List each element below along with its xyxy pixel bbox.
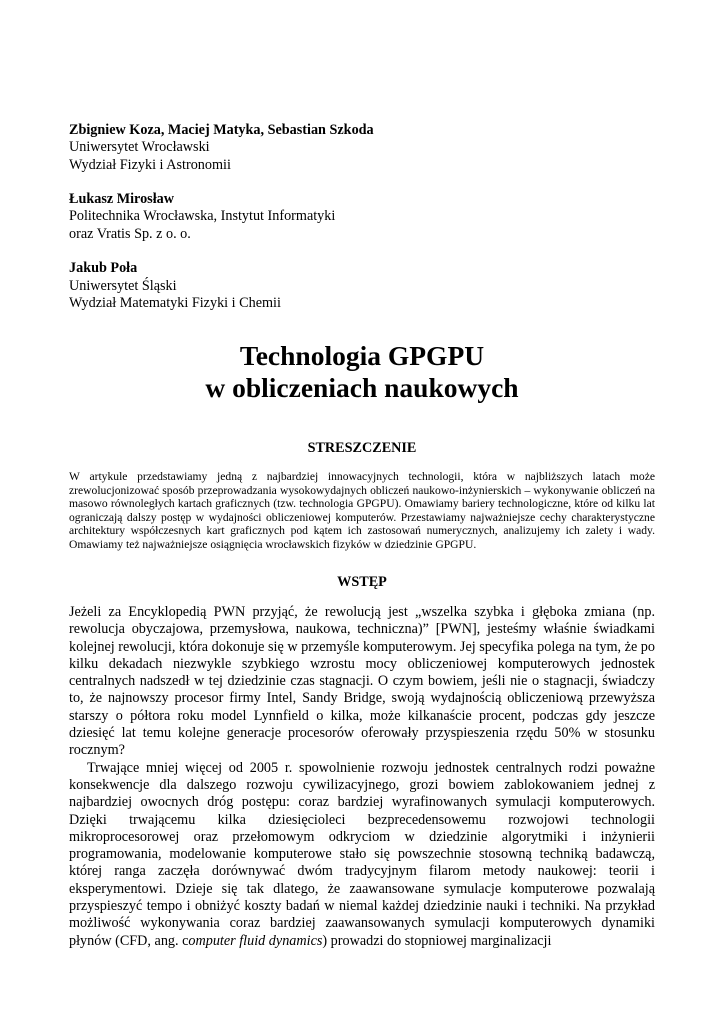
- intro-paragraph-2: [69, 760, 655, 950]
- author-affiliation: Wydział Fizyki i Astronomii: [69, 156, 231, 173]
- title-line-1: Technologia GPGPU: [239, 340, 485, 371]
- author-affiliation: Politechnika Wrocławska, Instytut Informatyki: [69, 208, 336, 225]
- abstract-heading: STRESZCZENIE: [307, 440, 417, 456]
- italic-term: omputer fluid dynamics: [188, 932, 323, 949]
- author-block: [69, 260, 659, 312]
- author-affiliation: oraz Vratis Sp. z o. o.: [69, 225, 191, 242]
- author-block: [69, 122, 659, 174]
- section-heading-intro: WSTĘP: [337, 574, 387, 590]
- paragraph-text: Trwające mniej więcej od 2005 r. spowolnienie rozwoju jednostek centralnych rodzi poważne konsekwencje dla dalszego rozwoju cywilizacyjnego, grozi bowiem zablokowaniem jednej z najbardziej owocnych dróg postępu: coraz bardziej wyrafinowanych symulacji komputerowych. Dzięki trwającemu kilka dziesięcioleci bezprecedensowemu rozwojowi technologii mikroprocesorowej oraz przełomowym odkryciom w dziedzinie algorytmiki i inżynierii programowania, modelowanie komputerowe stało się powszechnie stosowną techniką badawczą, której ranga zaczęła dorównywać dwóm tradycyjnym filarom metody naukowej: teorii i eksperymentowi. Dzieje się tak dlatego, że zaawansowane symulacje komputerowe pozwalają przyspieszyć tempo i obniżyć koszty badań w niemal każdej dziedzinie nauki i techniki. Na przykład możliwość wykonywania coraz bardziej zaawansowanych symulacji komputerowych dynamiki płynów (CFD, ang. c: [69, 759, 655, 949]
- author-names: Jakub Poła: [69, 260, 138, 277]
- author-names: Łukasz Mirosław: [69, 191, 174, 208]
- author-affiliation: Uniwersytet Wrocławski: [69, 139, 210, 156]
- author-names: Zbigniew Koza, Maciej Matyka, Sebastian Szkoda: [69, 122, 374, 138]
- author-affiliation: Uniwersytet Śląski: [69, 277, 177, 294]
- author-block: [69, 191, 659, 243]
- title-line-2: w obliczeniach naukowych: [205, 372, 519, 403]
- intro-paragraph-1: Jeżeli za Encyklopedią PWN przyjąć, że rewolucją jest „wszelka szybka i głęboka zmiana (np. rewolucja obyczajowa, przemysłowa, naukowa, techniczna)” [PWN], jesteśmy właśnie świadkami kolejnej rewolucji, która dokonuje się w przemyśle komputerowym. Jej specyfika polega na tym, że po kilku dekadach niezwykle szybkiego wzrostu mocy obliczeniowej komputerowych jednostek centralnych nadszedł w tej dziedzinie czas stagnacji. O czym bowiem, jeśli nie o stagnacji, świadczy to, że najnowszy procesor firmy Intel, Sandy Bridge, swoją wydajnością obliczeniową przewyższa starszy o półtora roku model Lynnfield o kilka, może kilkanaście procent, podczas gdy jeszcze dziesięć lat temu kolejne generacje procesorów oferowały przyspieszenia rzędu 50% w stosunku rocznym?: [69, 604, 655, 759]
- abstract-body: [69, 470, 655, 552]
- abstract-paragraph: W artykule przedstawiamy jedną z najbardziej innowacyjnych technologii, która w najbliższych latach może zrewolucjonizować sposób przeprowadzania wysokowydajnych obliczeń naukowo-inżynierskich – wykonywanie obliczeń na masowo równoległych kartach graficznych (tzw. technologia GPGPU). Omawiamy bariery technologiczne, które od kilku lat ograniczają dalszy postęp w wydajności obliczeniowej komputerów. Przestawiamy najważniejsze cechy charakterystyczne architektury współczesnych kart graficznych pod kątem ich zastosowań numerycznych, analizujemy ich zalety i wady. Omawiamy też najważniejsze osiągnięcia wrocławskich fizyków w dziedzinie GPGPU.: [69, 470, 655, 551]
- paragraph-text: ) prowadzi do stopniowej marginalizacji: [322, 932, 552, 949]
- intro-body: [69, 604, 655, 950]
- paper-title: [0, 340, 724, 404]
- author-list: [69, 122, 659, 330]
- author-affiliation: Wydział Matematyki Fizyki i Chemii: [69, 294, 281, 311]
